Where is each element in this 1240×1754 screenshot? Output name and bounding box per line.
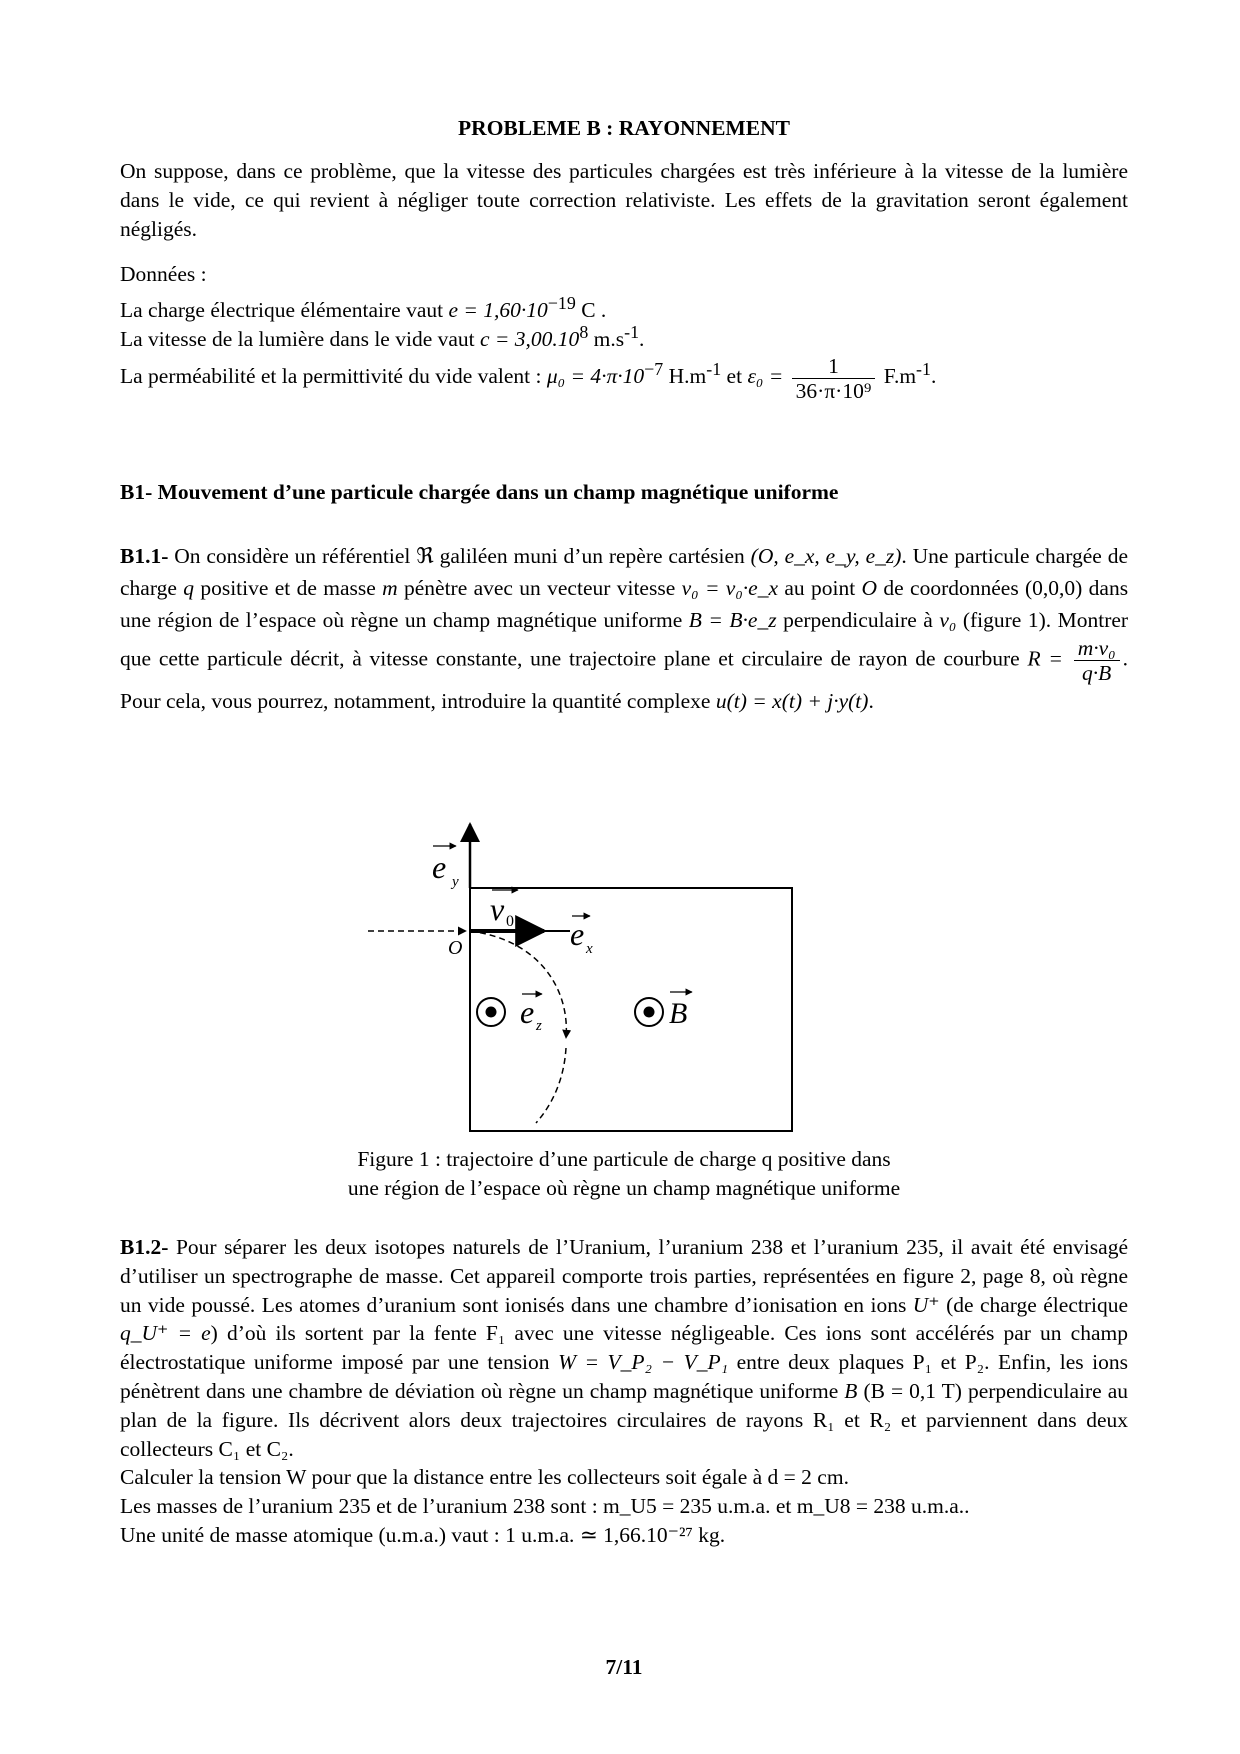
- svg-text:B: B: [669, 997, 688, 1030]
- svg-text:x: x: [586, 941, 593, 957]
- label-origin: O: [448, 937, 463, 959]
- eps0-fraction: $\frac{1}{\text{36·π·10⁹}}$: [792, 354, 876, 403]
- circular-trajectory: [470, 931, 566, 1038]
- problem-title: PROBLEME B : RAYONNEMENT: [458, 116, 790, 140]
- svg-text:y: y: [452, 874, 459, 890]
- ez-symbol-dot: [486, 1007, 497, 1018]
- b12-masses: Les masses de l’uranium 235 et de l’uranium 238 sont : m_U5 = 235 u.m.a. et m_U8 = 238 u.m.a..: [120, 1494, 970, 1519]
- donnees-speed: La vitesse de la lumière dans le vide vaut $c = 3,00.10^8$ $m.s^{-1}$.: [120, 322, 645, 352]
- section-b1-heading: B1- Mouvement d’une particule chargée dans un champ magnétique uniforme: [120, 480, 839, 504]
- u-equation: u(t) = x(t) + j·y(t): [715, 689, 869, 713]
- eps0-value: ε₀ =: [747, 364, 784, 389]
- b12-label: B1.2-: [120, 1235, 169, 1259]
- field-region-box: [470, 888, 792, 1131]
- v0-equation: v₀ = v₀·e_x: [681, 576, 779, 600]
- b12-paragraph: B1.2- Pour séparer les deux isotopes naturels de l’Uranium, l’uranium 238 et l’uranium 235, il avait été envisagé d’utiliser un spectrographe de masse. Cet appareil comporte trois parties, représentées en figure 2, page 8, où règne un vide poussé. Les atomes d’uranium sont ionisés dans une chambre d’ionisation en ions U⁺ (de charge électrique q_U⁺ = e) d’où ils sortent par la fente F₁ avec une vitesse négligeable. Ces ions sont accélérés par un champ électrostatique uniforme imposé par une tension W = V_P₂ − V_P₁ entre deux plaques P₁ et P₂. Enfin, les ions pénètrent dans une chambre de déviation où règne un champ magnétique uniforme B (B = 0,1 T) perpendiculaire au plan de la figure. Ils décrivent alors deux trajectoires circulaires de rayons R₁ et R₂ et parviennent dans deux collecteurs C₁ et C₂. Calculer la tension W pour que la distance entre les collecteurs soit égale à d = 2 cm. Les masses de l’uranium 235 et de l’uranium 238 sont : m_U5 = 235 u.m.a. et m_U8 = 238 u.m.a.. Une unité de masse atomique (u.m.a.) vaut : 1 u.m.a. ≃ 1,66.10⁻²⁷ kg.: [120, 1235, 1129, 1547]
- donnees-charge: La charge électrique élémentaire vaut $e = 1,60\cdot 10^{-19}$ C .: [120, 293, 607, 323]
- page-number: 7/11: [605, 1655, 643, 1679]
- b-equation: B = B·e_z: [688, 608, 777, 632]
- donnees-heading: Données :: [120, 262, 207, 286]
- svg-text:e: e: [520, 994, 535, 1030]
- b-symbol-dot: [644, 1007, 655, 1018]
- caption-line-2: une région de l’espace où règne un champ magnétique uniforme: [347, 1176, 901, 1200]
- label-ez: [520, 994, 542, 1034]
- charge-value: e = 1,60·10: [448, 298, 548, 323]
- radius-fraction: $\frac{\text{m·v₀}}{q\cdot B}$: [1074, 636, 1120, 685]
- ion-symbol: U⁺: [912, 1292, 940, 1317]
- caption-line-1: Figure 1 : trajectoire d’une particule de charge q positive dans: [357, 1147, 891, 1171]
- figure-1-caption: [120, 1145, 1128, 1203]
- label-ex: [570, 916, 593, 957]
- voltage-equation: W = V_P₂ − V_P₁: [558, 1350, 729, 1375]
- svg-text:e: e: [432, 849, 447, 885]
- intro-paragraph: On suppose, dans ce problème, que la vitesse des particules chargées est très inférieure à la vitesse de la lumière dans le vide, ce qui revient à négliger toute correction relativiste. Les effets de la gravitation seront également négligés.: [120, 159, 1128, 241]
- svg-text:0: 0: [506, 913, 514, 930]
- b12-uma: Une unité de masse atomique (u.m.a.) vaut : 1 u.m.a. ≃ 1,66.10⁻²⁷ kg.: [120, 1522, 726, 1547]
- b11-label: B1.1-: [120, 544, 169, 568]
- b11-paragraph: B1.1- On considère un référentiel ℜ galiléen muni d’un repère cartésien (O, e_x, e_y, e_z). Une particule chargée de charge q positive et de masse m pénètre avec un vecteur vitesse v₀ = v₀·e_x au point O de coordonnées (0,0,0) dans une région de l’espace où règne un champ magnétique uniforme B = B·e_z perpendiculaire à v₀ (figure 1). Montrer que cette particule décrit, à vitesse constante, une trajectoire plane et circulaire de rayon de courbure R = $\frac{\text{m·v₀}}{q\cdot B}$ . Pour cela, vous pourrez, notamment, introduire la quantité complexe u(t) = x(t) + j·y(t).: [120, 544, 1129, 713]
- label-ey: [432, 846, 459, 890]
- label-b: [669, 992, 692, 1030]
- label-v0: [490, 890, 518, 930]
- svg-text:z: z: [536, 1018, 542, 1034]
- b12-question: Calculer la tension W pour que la distance entre les collecteurs soit égale à d = 2 cm.: [120, 1465, 849, 1490]
- donnees-permeability: La perméabilité et la permittivité du vide valent : $\mu_0 = 4\cdot\pi\cdot 10^{-7}$ $H.m^{-1}$ et ε₀ = $\frac{1}{\text{36·π·10⁹}}$ $F.m^{-1}$.: [120, 353, 937, 403]
- mu0-value: μ₀ = 4·π·10: [546, 364, 645, 389]
- svg-text:e: e: [570, 916, 585, 952]
- svg-text:v: v: [490, 891, 505, 927]
- circular-trajectory-end: [536, 1048, 566, 1123]
- speed-value: c = 3,00.10: [480, 327, 580, 352]
- frame-notation: (O, e_x, e_y, e_z): [750, 544, 902, 568]
- page: [120, 0, 1128, 1754]
- ion-charge: q_U⁺ = e: [120, 1321, 211, 1346]
- figure-1: [120, 820, 1128, 1140]
